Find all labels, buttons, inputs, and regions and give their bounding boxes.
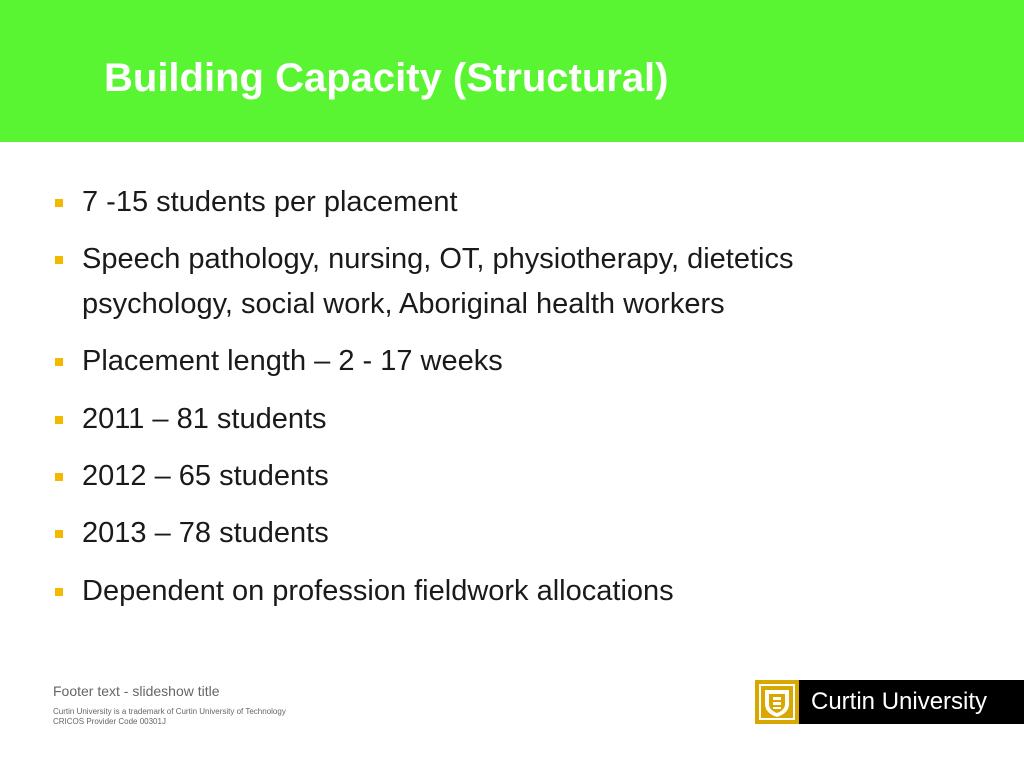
- bullet-text: 2012 – 65 students: [82, 460, 329, 492]
- bullet-text: 2013 – 78 students: [82, 517, 329, 549]
- bullet-square-icon: [55, 416, 63, 424]
- curtin-crest-icon: [755, 680, 799, 724]
- bullet-text: Dependent on profession fieldwork allocations: [82, 575, 674, 607]
- bullet-square-icon: [55, 199, 63, 207]
- slide-title: Building Capacity (Structural): [104, 56, 669, 100]
- footer-title: Footer text - slideshow title: [53, 683, 220, 699]
- footer-trademark: Curtin University is a trademark of Curtin University of Technology: [53, 707, 286, 716]
- bullet-text: Speech pathology, nursing, OT, physiotherapy, dietetics: [82, 243, 794, 275]
- bullet-text: 2011 – 81 students: [82, 403, 327, 435]
- bullet-text-continuation: psychology, social work, Aboriginal health workers: [82, 288, 725, 320]
- bullet-square-icon: [55, 530, 63, 538]
- bullet-square-icon: [55, 588, 63, 596]
- bullet-square-icon: [55, 256, 63, 264]
- bullet-text: 7 -15 students per placement: [82, 186, 458, 218]
- logo-text: Curtin University: [811, 688, 988, 715]
- footer-cricos: CRICOS Provider Code 00301J: [53, 717, 166, 726]
- curtin-logo: [755, 680, 1024, 724]
- bullet-square-icon: [55, 358, 63, 366]
- bullet-square-icon: [55, 473, 63, 481]
- bullet-text: Placement length – 2 - 17 weeks: [82, 345, 503, 377]
